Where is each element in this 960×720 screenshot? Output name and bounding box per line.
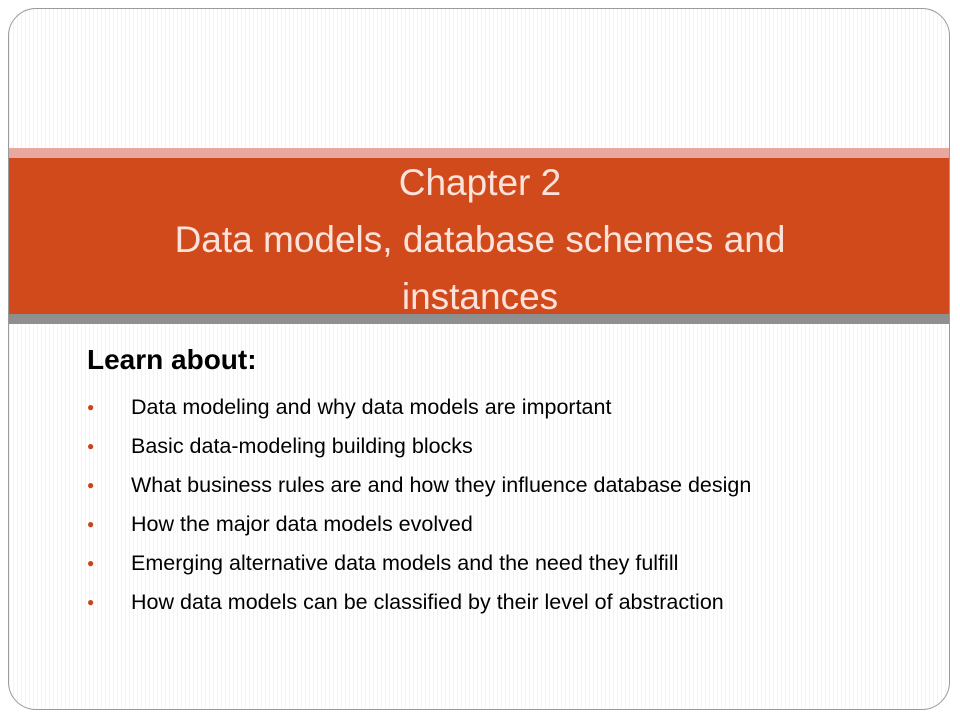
bullet-item bbox=[85, 473, 905, 498]
bullet-item bbox=[85, 512, 905, 537]
bullet-dot-icon: ● bbox=[87, 595, 95, 609]
slide bbox=[8, 8, 950, 710]
bullet-item bbox=[85, 395, 905, 420]
slide-title bbox=[9, 158, 950, 317]
bullet-item bbox=[85, 434, 905, 459]
bullet-dot-icon: ● bbox=[87, 478, 95, 492]
slide-title-line-3: instances bbox=[401, 276, 559, 317]
bullet-dot-icon: ● bbox=[87, 439, 95, 453]
bullet-text: Data modeling and why data models are important bbox=[131, 395, 612, 419]
section-heading: Learn about: bbox=[87, 344, 257, 375]
bullet-text: How data models can be classified by their level of abstraction bbox=[131, 590, 724, 614]
slide-title-line-2: Data models, database schemes and bbox=[174, 219, 786, 260]
bullet-dot-icon: ● bbox=[87, 517, 95, 531]
bullet-item bbox=[85, 551, 905, 576]
bullet-text: Basic data-modeling building blocks bbox=[131, 434, 473, 458]
bullet-item bbox=[85, 590, 905, 615]
slide-title-line-1: Chapter 2 bbox=[398, 162, 562, 203]
bullet-text: How the major data models evolved bbox=[131, 512, 473, 536]
bullet-dot-icon: ● bbox=[87, 400, 95, 414]
bullet-text: Emerging alternative data models and the need they fulfill bbox=[131, 551, 679, 575]
bullet-text: What business rules are and how they influence database design bbox=[131, 473, 752, 497]
bullet-dot-icon: ● bbox=[87, 556, 95, 570]
bullet-list bbox=[85, 391, 905, 615]
